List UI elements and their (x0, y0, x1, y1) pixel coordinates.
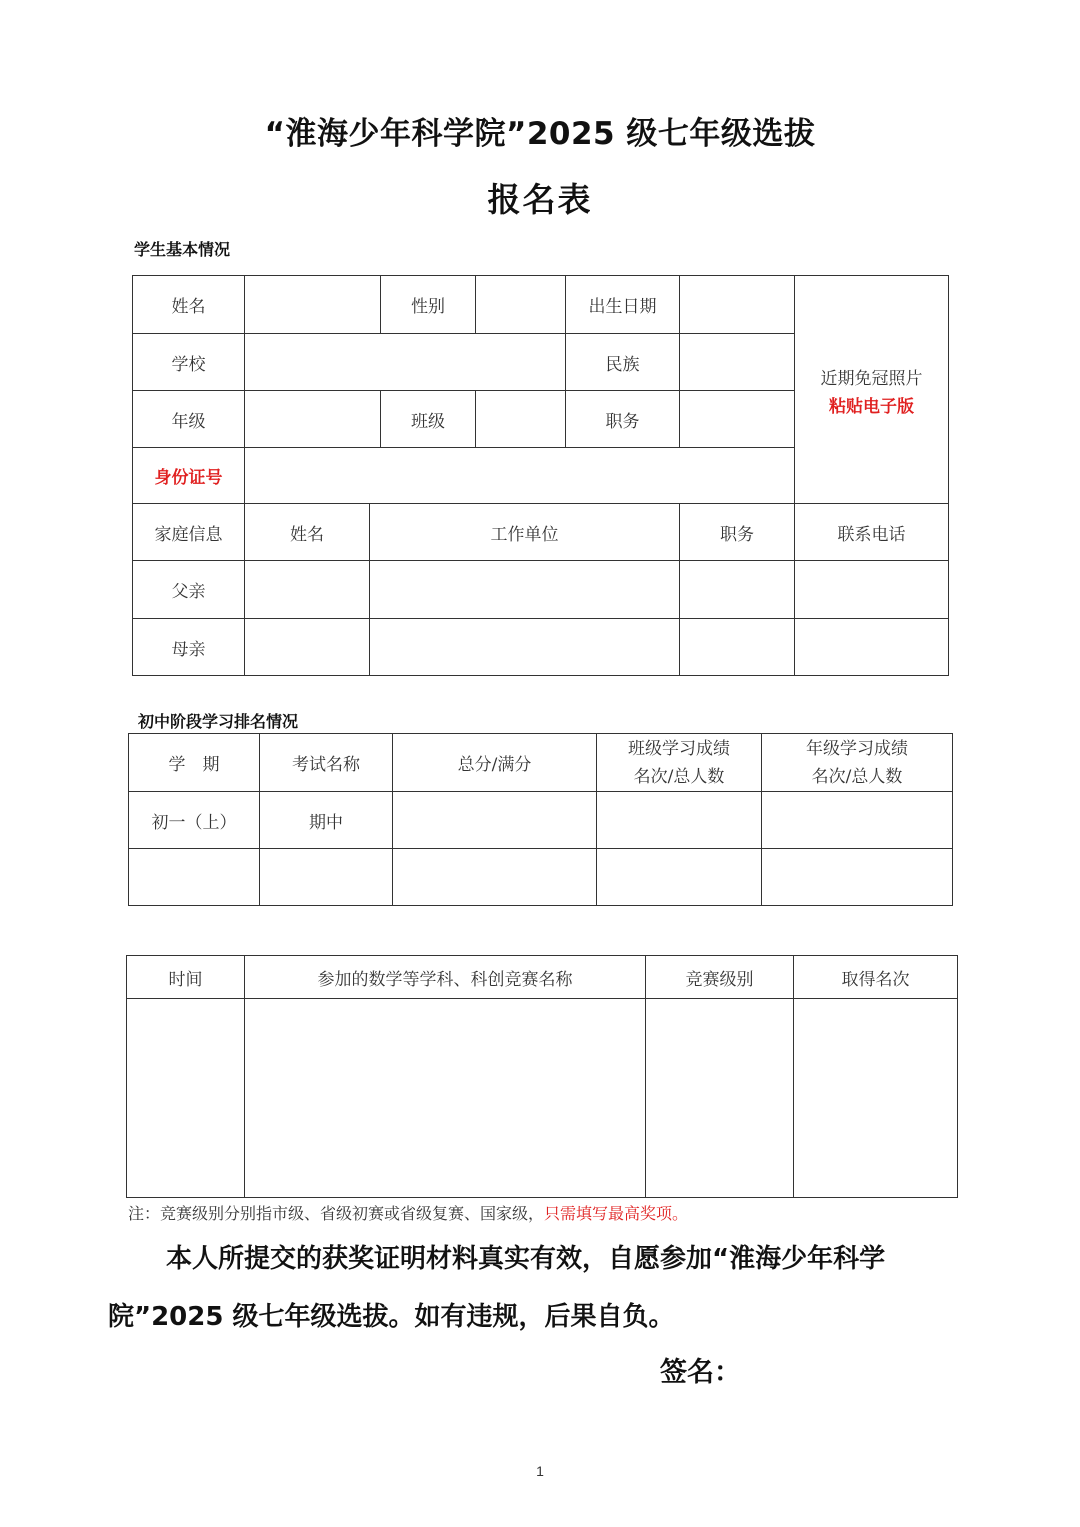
birthdate-label: 出生日期 (566, 276, 680, 334)
score-header: 总分/满分 (393, 734, 597, 792)
score-input-cell[interactable] (393, 792, 597, 849)
class-label: 班级 (381, 391, 476, 448)
family-info-label: 家庭信息 (133, 504, 245, 561)
ethnicity-input-cell[interactable] (680, 334, 795, 391)
photo-electronic-note: 粘贴电子版 (829, 396, 914, 417)
grade-rank-header-line2: 名次/总人数 (811, 766, 903, 787)
photo-instruction: 近期免冠照片 (820, 368, 923, 389)
father-phone-cell[interactable] (795, 561, 949, 619)
page-number: 1 (536, 1463, 544, 1479)
mother-label: 母亲 (133, 619, 245, 676)
class-input-cell[interactable] (476, 391, 566, 448)
father-work-cell[interactable] (370, 561, 680, 619)
gender-label: 性别 (381, 276, 476, 334)
school-label: 学校 (133, 334, 245, 391)
competition-rank-input-cell[interactable] (794, 999, 958, 1198)
father-name-cell[interactable] (245, 561, 370, 619)
exam-cell: 期中 (260, 792, 393, 849)
ranking-table (128, 733, 953, 906)
competition-table (126, 955, 958, 1198)
grade-rank-header-line1: 年级学习成绩 (806, 738, 908, 759)
mother-name-cell[interactable] (245, 619, 370, 676)
class-rank-header (597, 734, 762, 792)
competition-rank-header: 取得名次 (794, 956, 958, 999)
name-label: 姓名 (133, 276, 245, 334)
ethnicity-label: 民族 (566, 334, 680, 391)
note-highlight: 只需填写最高奖项 (544, 1204, 673, 1223)
exam-header: 考试名称 (260, 734, 393, 792)
photo-cell[interactable] (795, 276, 949, 504)
competition-note (128, 1201, 688, 1224)
grade-rank-input-cell[interactable] (762, 849, 953, 906)
id-number-input-cell[interactable] (245, 448, 795, 504)
position-label: 职务 (566, 391, 680, 448)
declaration-line-1: 本人所提交的获奖证明材料真实有效，自愿参加“淮海少年科学 (166, 1244, 886, 1274)
family-name-header: 姓名 (245, 504, 370, 561)
position-input-cell[interactable] (680, 391, 795, 448)
page-subtitle: 报名表 (487, 180, 593, 219)
grade-label: 年级 (133, 391, 245, 448)
family-phone-header: 联系电话 (795, 504, 949, 561)
family-position-header: 职务 (680, 504, 795, 561)
basic-info-section-label: 学生基本情况 (134, 240, 231, 259)
ranking-section-label: 初中阶段学习排名情况 (138, 712, 299, 731)
mother-work-cell[interactable] (370, 619, 680, 676)
page-title: “淮海少年科学院”2025 级七年级选拔 (264, 116, 816, 152)
gender-input-cell[interactable] (476, 276, 566, 334)
exam-input-cell[interactable] (260, 849, 393, 906)
class-rank-header-line2: 名次/总人数 (633, 766, 725, 787)
birthdate-input-cell[interactable] (680, 276, 795, 334)
signature-label: 签名： (660, 1357, 741, 1388)
score-input-cell[interactable] (393, 849, 597, 906)
competition-name-input-cell[interactable] (245, 999, 646, 1198)
term-cell: 初一（上） (129, 792, 260, 849)
grade-rank-header (762, 734, 953, 792)
competition-level-header: 竞赛级别 (646, 956, 794, 999)
competition-time-header: 时间 (127, 956, 245, 999)
declaration-line-2: 院”2025 级七年级选拔。如有违规，后果自负。 (108, 1302, 675, 1332)
basic-info-table (132, 275, 949, 676)
name-input-cell[interactable] (245, 276, 381, 334)
school-input-cell[interactable] (245, 334, 566, 391)
mother-position-cell[interactable] (680, 619, 795, 676)
family-work-header: 工作单位 (370, 504, 680, 561)
id-number-label: 身份证号 (133, 448, 245, 504)
grade-rank-input-cell[interactable] (762, 792, 953, 849)
note-text: 注：竞赛级别分别指市级、省级初赛或省级复赛、国家级， (128, 1204, 545, 1223)
father-position-cell[interactable] (680, 561, 795, 619)
competition-level-input-cell[interactable] (646, 999, 794, 1198)
term-input-cell[interactable] (129, 849, 260, 906)
father-label: 父亲 (133, 561, 245, 619)
class-rank-header-line1: 班级学习成绩 (628, 738, 730, 759)
competition-time-input-cell[interactable] (127, 999, 245, 1198)
mother-phone-cell[interactable] (795, 619, 949, 676)
note-suffix: 。 (672, 1204, 689, 1223)
competition-name-header: 参加的数学等学科、科创竞赛名称 (245, 956, 646, 999)
grade-input-cell[interactable] (245, 391, 381, 448)
term-header: 学 期 (129, 734, 260, 792)
class-rank-input-cell[interactable] (597, 849, 762, 906)
class-rank-input-cell[interactable] (597, 792, 762, 849)
